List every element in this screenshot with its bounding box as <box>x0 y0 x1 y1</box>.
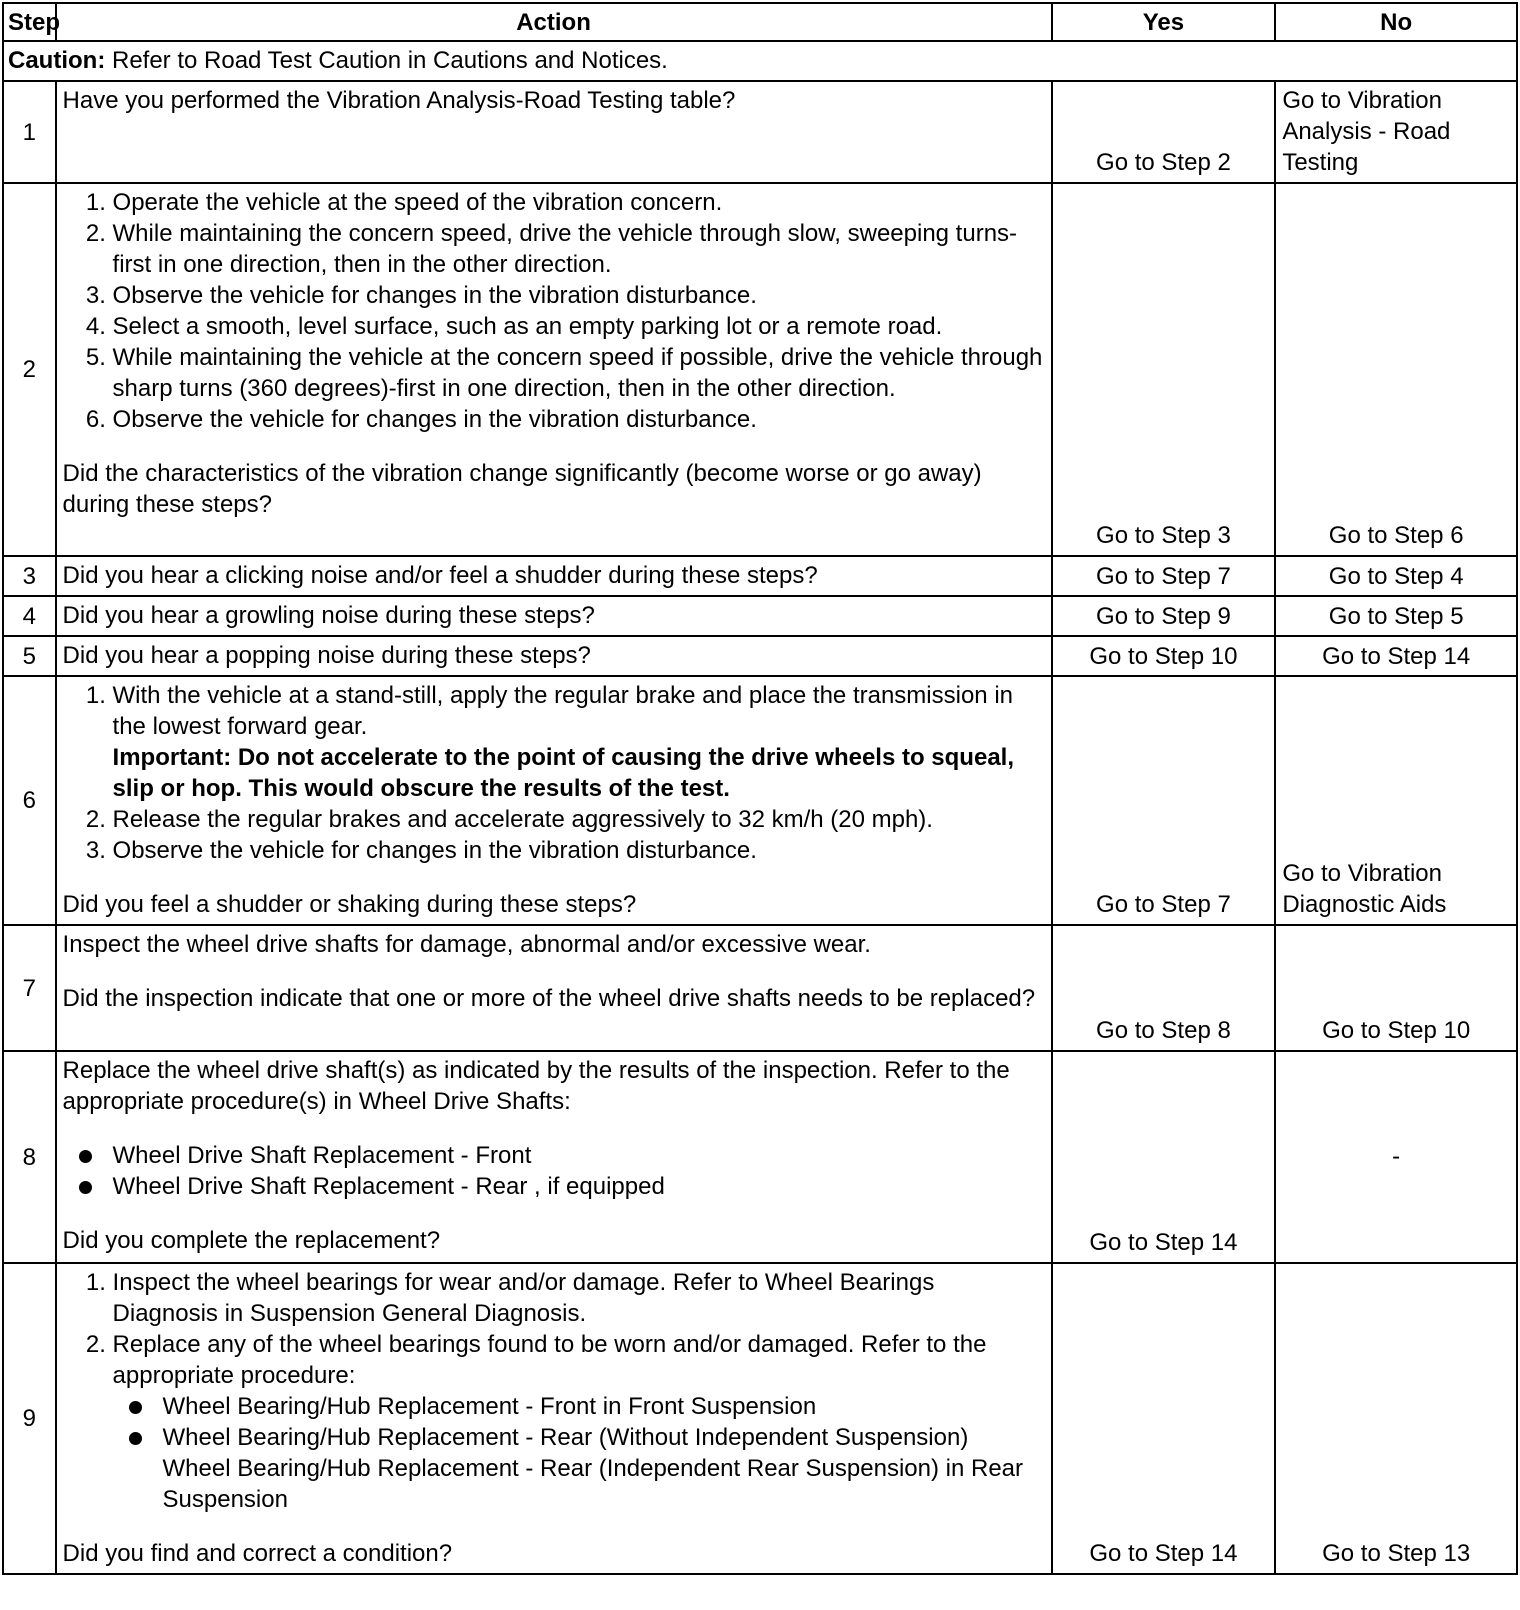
list-item: 2. While maintaining the concern speed, drive the vehicle through slow, sweeping turns-first in one direction, then in the other direction. <box>113 218 1045 280</box>
table-row <box>3 1051 1517 1263</box>
question: Did you hear a clicking noise and/or feel a shudder during these steps? <box>62 562 818 589</box>
table-row <box>3 81 1517 183</box>
step-number: 3 <box>3 556 56 596</box>
header-yes: Yes <box>1052 3 1276 41</box>
yes-cell: Go to Step 9 <box>1052 596 1276 636</box>
step-number: 7 <box>3 925 56 1051</box>
list-item: Wheel Drive Shaft Replacement - Rear , if equipped <box>113 1171 1045 1202</box>
table-row <box>3 925 1517 1051</box>
list-item <box>113 1329 1045 1515</box>
action-cell <box>56 1051 1052 1263</box>
instruction: Inspect the wheel drive shafts for damage, abnormal and/or excessive wear. <box>62 931 871 958</box>
caution-label: Caution: <box>8 47 106 74</box>
list-item: 1. Operate the vehicle at the speed of the vibration concern. <box>113 187 1045 218</box>
list-item: Wheel Drive Shaft Replacement - Front <box>113 1140 1045 1171</box>
list-item <box>113 680 1045 804</box>
header-action: Action <box>56 3 1052 41</box>
list-item: 5. While maintaining the vehicle at the concern speed if possible, drive the vehicle through sharp turns (360 degrees)-first in one direction, then in the other direction. <box>113 342 1045 404</box>
important-note: Important: Do not accelerate to the point of causing the drive wheels to squeal, slip or hop. This would obscure the results of the test. <box>112 744 1014 802</box>
no-cell: Go to Step 4 <box>1275 556 1517 596</box>
yes-cell: Go to Step 14 <box>1052 1051 1276 1263</box>
action-cell <box>56 596 1052 636</box>
list-item: 1. Inspect the wheel bearings for wear and/or damage. Refer to Wheel Bearings Diagnosis in Suspension General Diagnosis. <box>113 1267 1045 1329</box>
action-cell <box>56 1263 1052 1574</box>
list-item-text: Wheel Bearing/Hub Replacement - Rear (Without Independent Suspension) <box>162 1424 969 1451</box>
question: Did you complete the replacement? <box>62 1227 441 1254</box>
procedure-list <box>63 680 1045 866</box>
no-cell: Go to Step 10 <box>1275 925 1517 1051</box>
list-item: 2. Release the regular brakes and accelerate aggressively to 32 km/h (20 mph). <box>113 804 1045 835</box>
action-cell <box>56 81 1052 183</box>
caution-row <box>3 41 1517 81</box>
diagnostic-table <box>2 2 1518 1575</box>
table-row <box>3 596 1517 636</box>
table-row <box>3 1263 1517 1574</box>
step-number: 4 <box>3 596 56 636</box>
question: Did the inspection indicate that one or more of the wheel drive shafts needs to be replaced? <box>62 985 1036 1012</box>
action-cell <box>56 676 1052 925</box>
yes-cell: Go to Step 14 <box>1052 1263 1276 1574</box>
step-number: 9 <box>3 1263 56 1574</box>
no-cell: Go to Step 14 <box>1275 636 1517 676</box>
no-cell: Go to Step 6 <box>1275 183 1517 556</box>
no-cell: Go to Vibration Analysis - Road Testing <box>1275 81 1517 183</box>
table-row <box>3 676 1517 925</box>
question: Did you find and correct a condition? <box>62 1540 453 1567</box>
list-item: Wheel Bearing/Hub Replacement - Front in Front Suspension <box>163 1391 1045 1422</box>
procedure-list <box>63 1267 1045 1515</box>
yes-cell: Go to Step 10 <box>1052 636 1276 676</box>
caution-text: Refer to Road Test Caution in Cautions and Notices. <box>105 47 668 74</box>
action-cell <box>56 925 1052 1051</box>
yes-cell: Go to Step 2 <box>1052 81 1276 183</box>
table-row <box>3 636 1517 676</box>
table-row <box>3 556 1517 596</box>
yes-cell: Go to Step 3 <box>1052 183 1276 556</box>
list-item <box>163 1422 1045 1515</box>
no-cell: - <box>1275 1051 1517 1263</box>
header-no: No <box>1275 3 1517 41</box>
procedure-bullets <box>63 1140 1045 1202</box>
list-item-text: Replace any of the wheel bearings found to be worn and/or damaged. Refer to the appropriate procedure: <box>112 1331 987 1389</box>
question: Did the characteristics of the vibration change significantly (become worse or go away) during these steps? <box>62 460 982 518</box>
action-cell <box>56 556 1052 596</box>
instruction: Replace the wheel drive shaft(s) as indicated by the results of the inspection. Refer to the appropriate procedure(s) in Wheel Drive Shafts: <box>62 1057 1010 1115</box>
diagnostic-page <box>2 2 1518 1592</box>
list-item: 6. Observe the vehicle for changes in the vibration disturbance. <box>113 404 1045 435</box>
step-number: 5 <box>3 636 56 676</box>
step-number: 2 <box>3 183 56 556</box>
yes-cell: Go to Step 7 <box>1052 676 1276 925</box>
list-item: 4. Select a smooth, level surface, such as an empty parking lot or a remote road. <box>113 311 1045 342</box>
step-number: 8 <box>3 1051 56 1263</box>
procedure-list <box>63 187 1045 435</box>
header-row <box>3 3 1517 41</box>
question: Did you hear a growling noise during these steps? <box>62 602 595 629</box>
question: Did you hear a popping noise during these steps? <box>62 642 591 669</box>
table-row <box>3 183 1517 556</box>
question: Did you feel a shudder or shaking during these steps? <box>62 891 637 918</box>
action-cell <box>56 636 1052 676</box>
header-step: Step <box>3 3 56 41</box>
step-number: 1 <box>3 81 56 183</box>
list-item-text: Wheel Bearing/Hub Replacement - Rear (Independent Rear Suspension) in Rear Suspension <box>162 1455 1024 1513</box>
no-cell: Go to Step 5 <box>1275 596 1517 636</box>
caution-cell <box>3 41 1517 81</box>
list-item: 3. Observe the vehicle for changes in the vibration disturbance. <box>113 280 1045 311</box>
list-item-text: With the vehicle at a stand-still, apply the regular brake and place the transmission in the lowest forward gear. <box>112 682 1013 740</box>
yes-cell: Go to Step 7 <box>1052 556 1276 596</box>
action-cell <box>56 183 1052 556</box>
no-cell: Go to Vibration Diagnostic Aids <box>1275 676 1517 925</box>
list-item: 3. Observe the vehicle for changes in the vibration disturbance. <box>113 835 1045 866</box>
step-number: 6 <box>3 676 56 925</box>
yes-cell: Go to Step 8 <box>1052 925 1276 1051</box>
question: Have you performed the Vibration Analysis-Road Testing table? <box>62 87 736 114</box>
no-cell: Go to Step 13 <box>1275 1263 1517 1574</box>
procedure-bullets <box>113 1391 1045 1515</box>
